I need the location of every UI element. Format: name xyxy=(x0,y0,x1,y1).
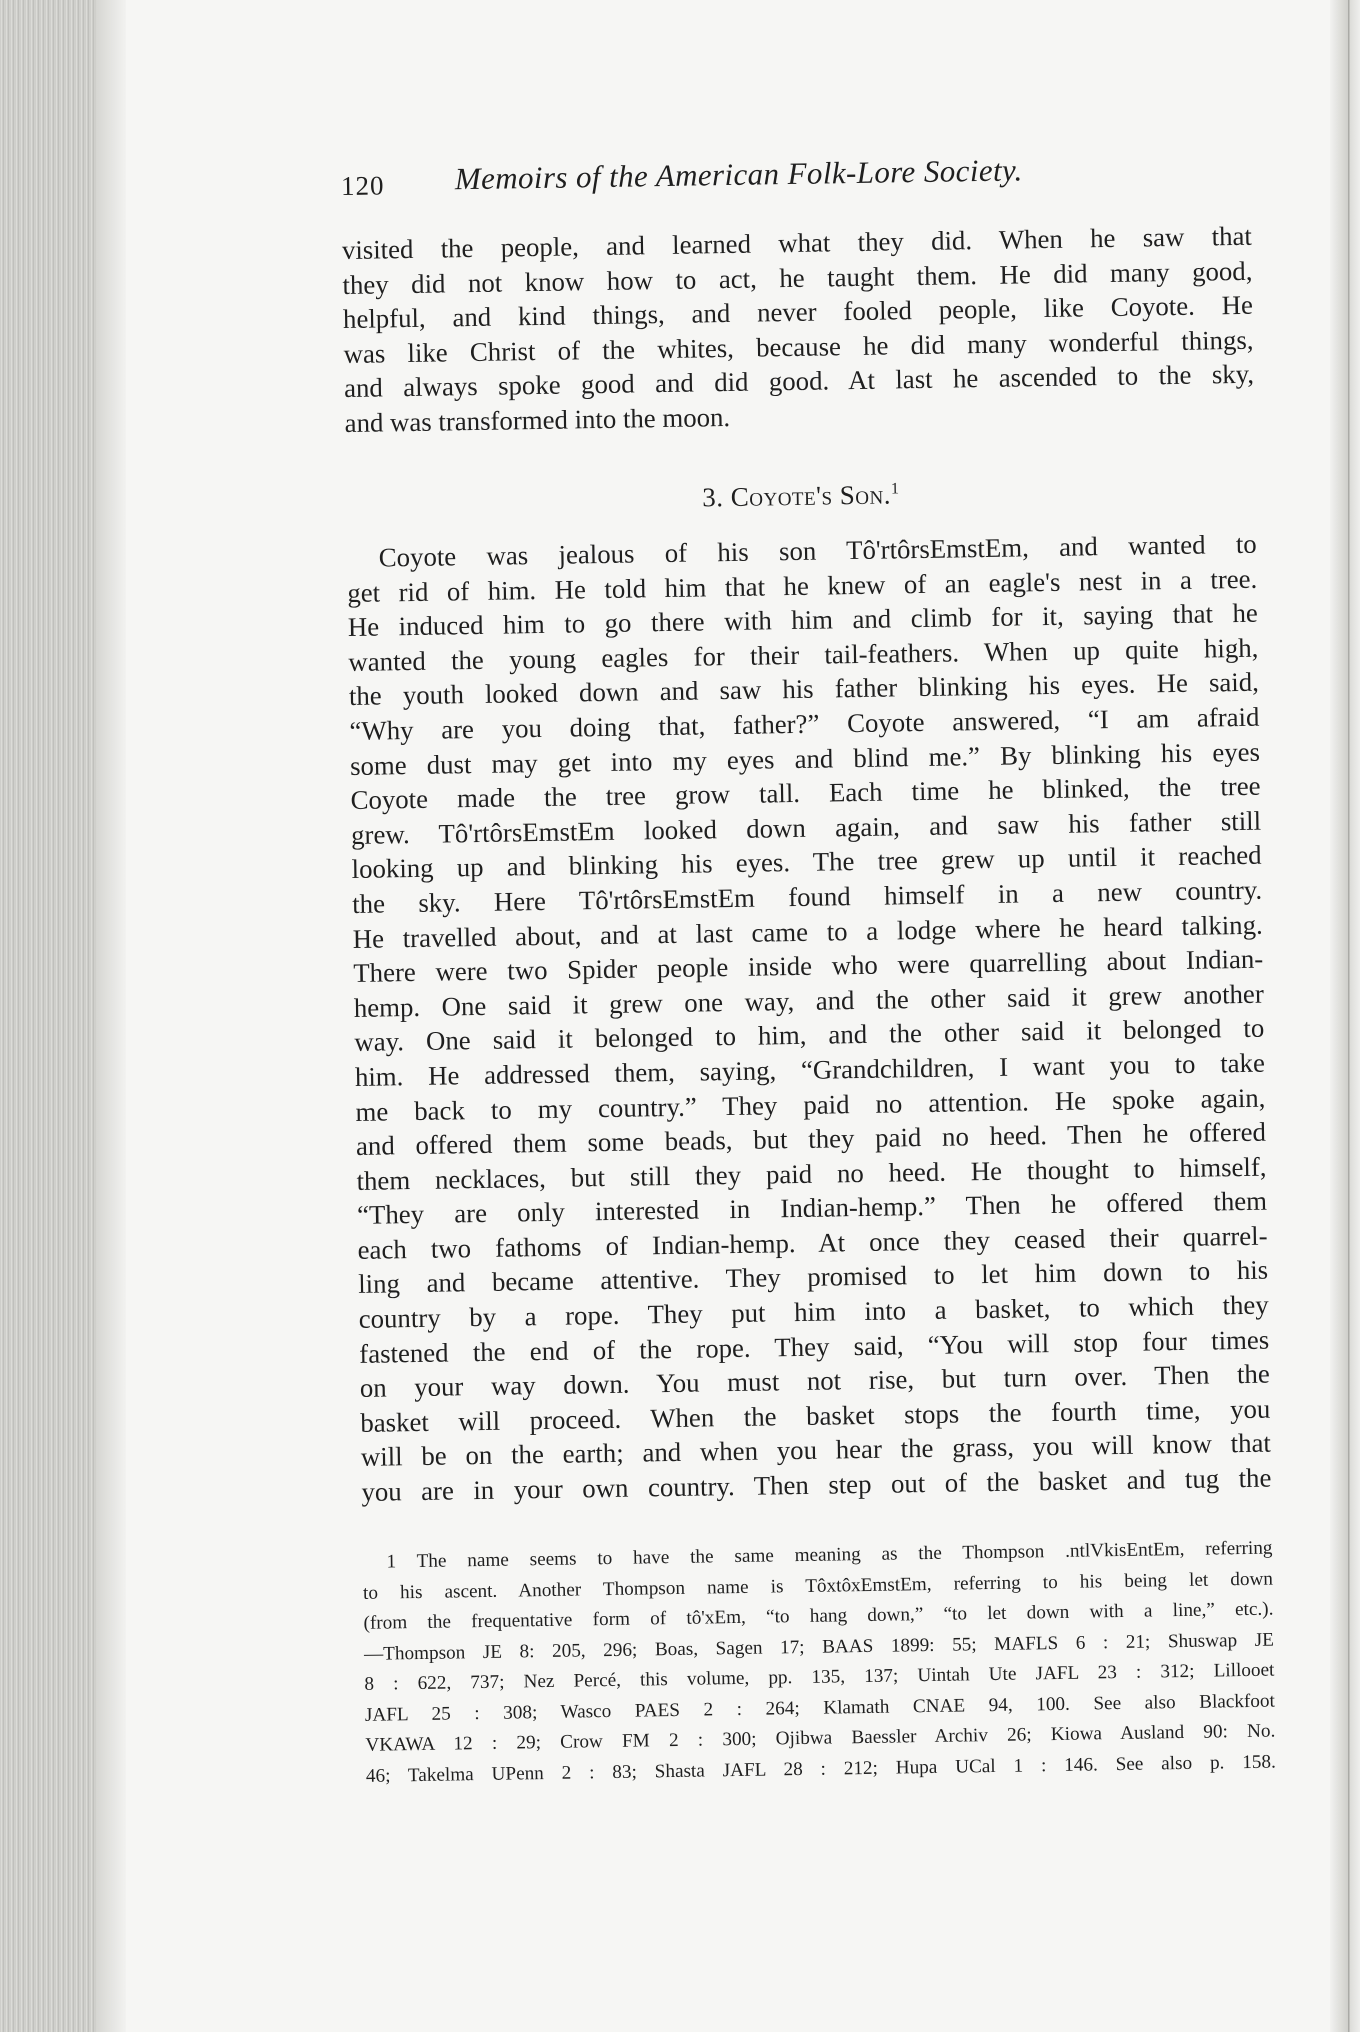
text-line: wanted the young eagles for their tail-feathers. When up quite high, xyxy=(348,632,1259,677)
text-line: him. He addressed them, saying, “Grandchildren, I want you to take xyxy=(354,1047,1266,1092)
text-line: helpful, and kind things, and never fooled people, like Coyote. He xyxy=(342,289,1254,335)
text-line: you are in your own country. Then step out of the basket and tug the xyxy=(361,1462,1272,1507)
gutter-shadow xyxy=(96,0,126,2032)
text-line: will be on the earth; and when you hear the grass, you will know that xyxy=(360,1428,1272,1473)
footnote-line: VKAWA 12 : 29; Crow FM 2 : 300; Ojibwa Baessler Archiv 26; Kiowa Ausland 90: No. xyxy=(365,1720,1276,1756)
text-line: me back to my country.” They paid no attention. He spoke again, xyxy=(355,1082,1266,1127)
text-line: they did not know how to act, he taught them. He did many good, xyxy=(342,255,1253,300)
footnote-line: 46; Takelma UPenn 2 : 83; Shasta JAFL 28 : 212; Hupa UCal 1 : 146. See also p. 158. xyxy=(365,1751,1276,1787)
text-line: visited the people, and learned what they did. When he saw that xyxy=(341,220,1253,266)
story-number: 3. xyxy=(701,482,724,513)
text-line: He induced him to go there with him and climb for it, saying that he xyxy=(347,597,1258,643)
footnote-line: (from the frequentative form of tô'xEm, “to hang down,” “to let down with a line,” etc.). xyxy=(363,1598,1274,1634)
text-line: some dust may get into my eyes and blind me.” By blinking his eyes xyxy=(349,736,1261,781)
story-title: Coyote's Son. xyxy=(730,479,892,512)
running-title: Memoirs of the American Folk-Lore Society. xyxy=(454,152,1023,197)
text-line: fastened the end of the rope. They said, “You will stop four times xyxy=(359,1324,1270,1369)
text-line: way. One said it belonged to him, and the other said it belonged to xyxy=(354,1012,1265,1058)
footnote-marker: 1 xyxy=(890,480,900,498)
text-line: There were two Spider people inside who were quarrelling about Indian- xyxy=(353,943,1264,989)
story-paragraph xyxy=(347,527,1272,1510)
text-line: get rid of him. He told him that he knew of an eagle's nest in a tree. xyxy=(347,563,1258,608)
text-line: “They are only interested in Indian-hemp.” Then he offered them xyxy=(356,1185,1268,1231)
footnote-line: —Thompson JE 8: 205, 296; Boas, Sagen 17; BAAS 1899: 55; MAFLS 6 : 21; Shuswap JE xyxy=(363,1629,1275,1665)
book-page-edges xyxy=(0,0,96,2032)
text-line: country by a rope. They put him into a basket, to which they xyxy=(358,1289,1269,1334)
text-line: He travelled about, and at last came to a lodge where he heard talking. xyxy=(352,909,1263,954)
text-line: ling and became attentive. They promised to let him down to his xyxy=(357,1255,1269,1300)
text-line: grew. Tô'rtôrsEmstEm looked down again, and saw his father still xyxy=(350,805,1262,850)
footnote-line: 1 The name seems to have the same meaning as the Thompson .ntlVkisEntEm, referring xyxy=(386,1537,1273,1573)
text-line: the sky. Here Tô'rtôrsEmstEm found himself in a new country. xyxy=(351,874,1263,919)
footnote-line: JAFL 25 : 308; Wasco PAES 2 : 264; Klamath CNAE 94, 100. See also Blackfoot xyxy=(364,1690,1276,1726)
text-line: them necklaces, but still they paid no heed. He thought to himself, xyxy=(356,1151,1267,1196)
footnote-line: 8 : 622, 737; Nez Percé, this volume, pp. 135, 137; Uintah Ute JAFL 23 : 312; Lillooet xyxy=(364,1659,1275,1695)
text-line: Coyote made the tree grow tall. Each time he blinked, the tree xyxy=(350,770,1261,816)
text-line: and offered them some beads, but they paid no heed. Then he offered xyxy=(355,1116,1267,1162)
text-line: and was transformed into the moon. xyxy=(344,401,731,438)
text-line: looking up and blinking his eyes. The tree grew up until it reached xyxy=(351,840,1262,885)
text-line: on your way down. You must not rise, but turn over. Then the xyxy=(359,1358,1270,1404)
text-line: and always spoke good and did good. At last he ascended to the sky, xyxy=(343,359,1255,404)
text-line: each two fathoms of Indian-hemp. At once they ceased their quarrel- xyxy=(357,1220,1268,1265)
footnote xyxy=(362,1534,1276,1792)
text-line: the youth looked down and saw his father blinking his eyes. He said, xyxy=(348,667,1260,712)
continuation-paragraph xyxy=(342,219,1255,441)
text-line: “Why are you doing that, father?” Coyote answered, “I am afraid xyxy=(349,701,1260,746)
text-line: Coyote was jealous of his son Tô'rtôrsEmstEm, and wanted to xyxy=(378,528,1257,573)
page-number: 120 xyxy=(340,170,385,202)
footnote-line: to his ascent. Another Thompson name is TôxtôxEmstEm, referring to his being let down xyxy=(362,1568,1274,1604)
book-right-edge xyxy=(1330,0,1360,2032)
text-line: hemp. One said it grew one way, and the other said it grew another xyxy=(353,978,1264,1023)
text-line: basket will proceed. When the basket stops the fourth time, you xyxy=(360,1393,1271,1438)
text-line: was like Christ of the whites, because he did many wonderful things, xyxy=(343,324,1254,369)
